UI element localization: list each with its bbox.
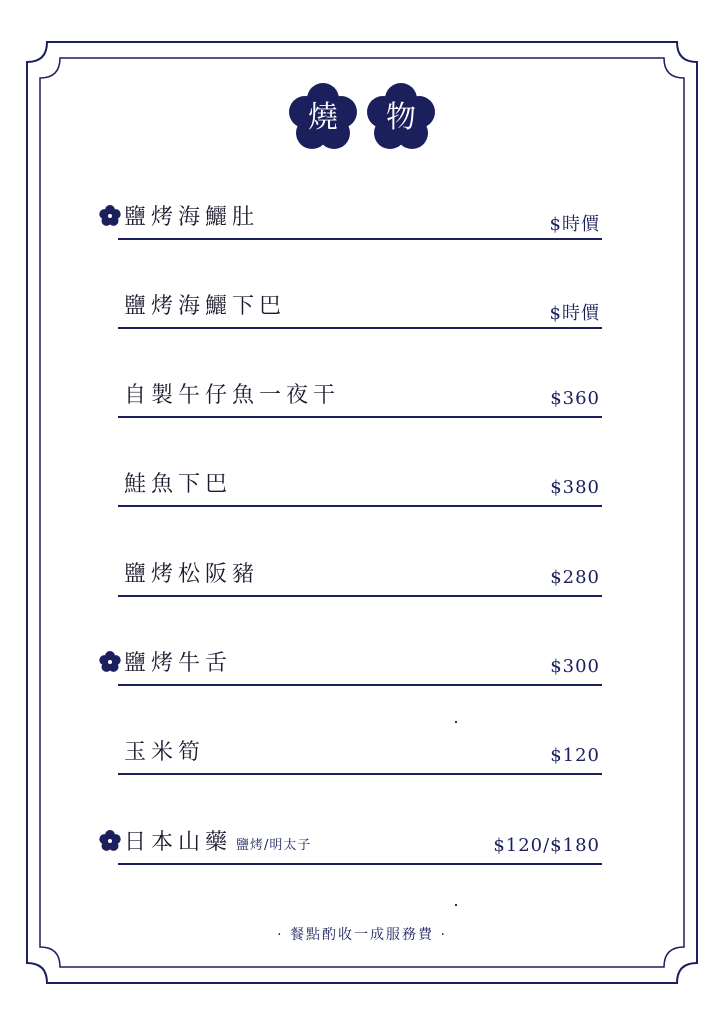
divider bbox=[118, 505, 602, 507]
menu-item bbox=[0, 557, 724, 617]
menu-item bbox=[0, 735, 724, 795]
divider bbox=[118, 595, 602, 597]
item-name: 日本山藥 鹽烤/明太子 bbox=[124, 830, 312, 855]
item-name: 鹽烤松阪豬 bbox=[124, 562, 260, 587]
menu-item bbox=[0, 289, 724, 349]
item-name: 玉米筍 bbox=[124, 740, 206, 765]
menu-item bbox=[0, 825, 724, 885]
divider bbox=[118, 684, 602, 686]
divider bbox=[118, 863, 602, 865]
title bbox=[0, 78, 724, 158]
plum-blossom-icon bbox=[98, 829, 122, 853]
item-name: 鹽烤海鱺下巴 bbox=[124, 294, 287, 319]
item-price: $120 bbox=[550, 745, 600, 766]
menu-item bbox=[0, 200, 724, 260]
menu-item bbox=[0, 646, 724, 706]
item-price: $120/$180 bbox=[493, 835, 600, 856]
item-name: 鹽烤海鱺肚 bbox=[124, 205, 260, 230]
stray-dot bbox=[455, 721, 457, 723]
menu-item bbox=[0, 467, 724, 527]
plum-blossom-icon bbox=[98, 650, 122, 674]
item-price: $300 bbox=[550, 656, 600, 677]
plum-blossom-icon bbox=[98, 204, 122, 228]
menu-item bbox=[0, 378, 724, 438]
item-price: $380 bbox=[550, 477, 600, 498]
title-badge-2 bbox=[365, 82, 437, 154]
item-price: $280 bbox=[550, 567, 600, 588]
item-price: $時價 bbox=[549, 214, 600, 235]
title-char-2: 物 bbox=[386, 100, 416, 135]
item-price: $時價 bbox=[549, 303, 600, 324]
service-charge-note: · 餐點酌收一成服務費 · bbox=[277, 927, 447, 943]
item-price: $360 bbox=[550, 388, 600, 409]
divider bbox=[118, 773, 602, 775]
item-name: 鹽烤牛舌 bbox=[124, 651, 233, 676]
item-name: 鮭魚下巴 bbox=[124, 472, 233, 497]
divider bbox=[118, 416, 602, 418]
title-badge-1 bbox=[287, 82, 359, 154]
item-name: 自製午仔魚一夜干 bbox=[124, 383, 341, 408]
divider bbox=[118, 238, 602, 240]
title-char-1: 燒 bbox=[308, 100, 338, 135]
divider bbox=[118, 327, 602, 329]
stray-dot bbox=[455, 904, 457, 906]
item-note: 鹽烤/明太子 bbox=[236, 838, 312, 853]
